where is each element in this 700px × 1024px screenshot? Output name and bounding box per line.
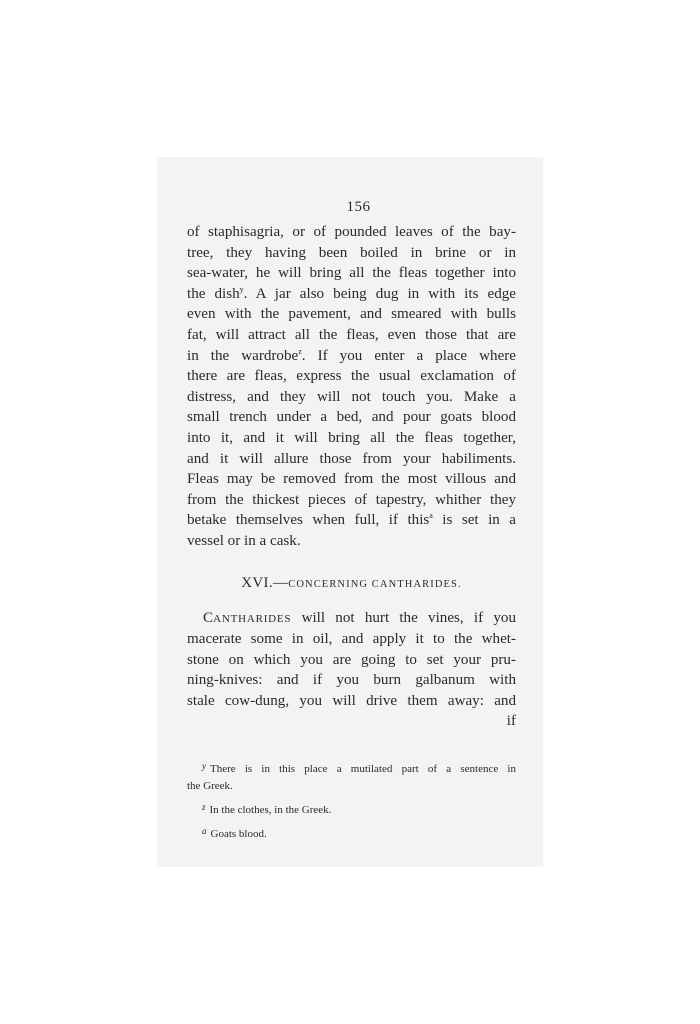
text-fragment: betake themselves when full, if this bbox=[187, 512, 430, 529]
footnotes bbox=[187, 758, 516, 843]
footnote-mark: z bbox=[202, 802, 206, 813]
section-dash: — bbox=[272, 574, 289, 591]
footnote-a bbox=[187, 823, 516, 843]
text-line: fat, will attract all the fleas, even those that are bbox=[187, 326, 516, 343]
footnote-z bbox=[187, 799, 516, 819]
text-fragment: is set in a bbox=[432, 512, 516, 529]
section-heading bbox=[187, 575, 516, 592]
text-line: vessel or in a cask. bbox=[187, 532, 301, 549]
text-line: small trench under a bed, and pour goats blood bbox=[187, 409, 516, 426]
page-content bbox=[187, 199, 516, 847]
book-page bbox=[157, 157, 543, 867]
drop-letter: C bbox=[203, 609, 214, 626]
text-line: of staphisagria, or of pounded leaves of the bay- bbox=[187, 224, 516, 240]
paragraph-fleas bbox=[187, 222, 516, 552]
text-line bbox=[187, 608, 516, 630]
footnote-ref-a: a bbox=[429, 511, 433, 521]
text-fragment: . A jar also being dug in with its edge bbox=[243, 285, 516, 302]
section-numeral: XVI. bbox=[241, 574, 273, 591]
footnote-text: Goats blood. bbox=[210, 828, 267, 841]
footnote-ref-y: y bbox=[239, 284, 244, 294]
text-fragment: in the wardrobe bbox=[187, 347, 299, 364]
footnote-line bbox=[187, 758, 516, 778]
text-line: stale cow-dung, you will drive them away: and bbox=[187, 692, 516, 709]
footnote-mark: a bbox=[202, 826, 207, 837]
paragraph-cantharides bbox=[187, 608, 516, 733]
text-line: stone on which you are going to set your pru- bbox=[187, 651, 516, 668]
text-line: distress, and they will not touch you. Make a bbox=[187, 388, 516, 405]
footnote-mark: y bbox=[202, 761, 206, 772]
text-line: there are fleas, express the usual exclamation of bbox=[187, 368, 516, 385]
text-line: from the thickest pieces of tapestry, whither they bbox=[187, 491, 516, 508]
text-line: ning-knives: and if you burn galbanum with bbox=[187, 672, 516, 689]
footnote-text: There is in this place a mutilated part of a sentence in bbox=[210, 763, 516, 776]
text-line: Fleas may be removed from the most villous and bbox=[187, 471, 516, 488]
text-line bbox=[187, 346, 516, 367]
page-number: 156 bbox=[346, 199, 371, 215]
footnote-continuation: the Greek. bbox=[187, 780, 233, 793]
section-title: CONCERNING CANTHARIDES. bbox=[288, 578, 462, 590]
text-fragment: . If you enter a place where bbox=[301, 347, 516, 364]
text-line: macerate some in oil, and apply it to the whet- bbox=[187, 631, 516, 648]
text-line: sea-water, he will bring all the fleas together into bbox=[187, 265, 516, 282]
text-fragment: the dish bbox=[187, 285, 240, 302]
text-line: and it will allure those from your habiliments. bbox=[187, 450, 516, 467]
footnote-ref-z: z bbox=[298, 346, 302, 356]
text-line: even with the pavement, and smeared with bulls bbox=[187, 306, 516, 323]
small-caps-word: ANTHARIDES bbox=[213, 612, 292, 625]
text-line bbox=[187, 510, 516, 531]
footnote-text: In the clothes, in the Greek. bbox=[209, 804, 332, 817]
text-line: tree, they having been boiled in brine or in bbox=[187, 244, 516, 261]
text-line bbox=[187, 284, 516, 305]
text-line: into it, and it will bring all the fleas together, bbox=[187, 429, 516, 446]
text-fragment: will not hurt the vines, if you bbox=[291, 609, 516, 626]
footnote-y bbox=[187, 758, 516, 795]
catchword: if bbox=[506, 713, 516, 730]
